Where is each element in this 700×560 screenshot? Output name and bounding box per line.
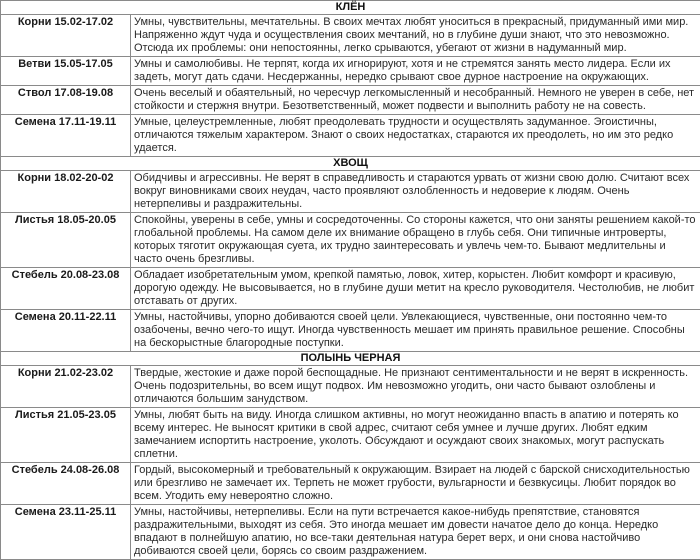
row-description: Обладает изобретательным умом, крепкой памятью, ловок, хитер, корыстен. Любит комфорт и красивую, дорогую одежду. Не высовывается, но в глубине души метит на кресло руководителя. Честолюбив, не любит отставать от других.: [131, 268, 700, 310]
section-title: КЛЁН: [1, 1, 700, 15]
row-label: Семена 17.11-19.11: [1, 115, 131, 157]
row-label: Листья 18.05-20.05: [1, 213, 131, 268]
row-label: Ветви 15.05-17.05: [1, 57, 131, 86]
row-label: Семена 23.11-25.11: [1, 505, 131, 560]
row-label: Семена 20.11-22.11: [1, 310, 131, 352]
table-row: [1, 115, 700, 157]
row-description: Очень веселый и обаятельный, но чересчур легкомысленный и несобранный. Немного не уверен в себе, нет стойкости и стержня внутри. Безответственный, может подвести и выполнить работу не на совесть.: [131, 86, 700, 115]
table-row: [1, 505, 700, 560]
row-label: Корни 15.02-17.02: [1, 15, 131, 57]
row-description: Обидчивы и агрессивны. Не верят в справедливость и стараются урвать от жизни свою долю. Считают всех вокруг виновниками своих неудач, часто проявляют озлобленность и недоверие к людям. Очень нетерпеливы и раздражительны.: [131, 171, 700, 213]
row-description: Спокойны, уверены в себе, умны и сосредоточенны. Со стороны кажется, что они заняты решением какой-то глобальной проблемы. На самом деле их внимание обращено в глубь себя. Они типичные интроверты, которых тяготит окружающая суета, их трудно заинтересовать и увлечь чем-то. Бывают медлительны и часто очень брезгливы.: [131, 213, 700, 268]
row-description: Умны, любят быть на виду. Иногда слишком активны, но могут неожиданно впасть в апатию и потерять ко всему интерес. Не выносят критики в свой адрес, считают себя умнее и лучше других. Любят едким замечанием испортить настроение, уколоть. Обсуждают и осуждают своих знакомых, могут распускать сплетни.: [131, 408, 700, 463]
row-description: Умны и самолюбивы. Не терпят, когда их игнорируют, хотя и не стремятся занять место лидера. Если их задеть, могут дать сдачи. Несдержанны, нередко срывают свое дурное настроение на окружающих.: [131, 57, 700, 86]
section-header-row: [1, 1, 700, 15]
table-row: [1, 213, 700, 268]
row-label: Стебель 20.08-23.08: [1, 268, 131, 310]
row-label: Корни 18.02-20-02: [1, 171, 131, 213]
table-row: [1, 57, 700, 86]
table-row: [1, 15, 700, 57]
table-row: [1, 171, 700, 213]
row-label: Стебель 24.08-26.08: [1, 463, 131, 505]
row-label: Ствол 17.08-19.08: [1, 86, 131, 115]
row-label: Корни 21.02-23.02: [1, 366, 131, 408]
row-description: Гордый, высокомерный и требовательный к окружающим. Взирает на людей с барской снисходительностью или брезгливо не замечает их. Терпеть не может грубости, вульгарности и безвкусицы. Любит порядок во всем. Угодить ему невероятно сложно.: [131, 463, 700, 505]
table-row: [1, 408, 700, 463]
row-description: Умны, настойчивы, упорно добиваются своей цели. Увлекающиеся, чувственные, они постоянно чем-то озабочены, вечно чего-то ищут. Иногда чувственность мешает им принять правильное решение. Способны на бескорыстные благородные поступки.: [131, 310, 700, 352]
table-row: [1, 366, 700, 408]
section-header-row: [1, 157, 700, 171]
row-label: Листья 21.05-23.05: [1, 408, 131, 463]
table-row: [1, 268, 700, 310]
row-description: Умны, чувствительны, мечтательны. В своих мечтах любят уноситься в прекрасный, придуманный ими мир. Напряженно ждут чуда и осуществления своих мечтаний, но в глубине души знают, что это невозможно. Отсюда их проблемы: они непостоянны, легко срываются, убегают от жизни в надуманный мир.: [131, 15, 700, 57]
row-description: Умны, настойчивы, нетерпеливы. Если на пути встречается какое-нибудь препятствие, становятся раздражительными, выходят из себя. Это иногда мешает им довести начатое дело до конца. Нередко впадают в полнейшую апатию, но все-таки деятельная натура берет верх, и они снова настойчиво добиваются своей цели, борясь со своим раздражением.: [131, 505, 700, 560]
section-title: ПОЛЫНЬ ЧЕРНАЯ: [1, 352, 700, 366]
table-row: [1, 310, 700, 352]
row-description: Умные, целеустремленные, любят преодолевать трудности и осуществлять задуманное. Эгоистичны, отличаются тяжелым характером. Знают о своих недостатках, стараются их преодолеть, но им это редко удается.: [131, 115, 700, 157]
section-header-row: [1, 352, 700, 366]
table-row: [1, 463, 700, 505]
row-description: Твердые, жестокие и даже порой беспощадные. Не признают сентиментальности и не верят в искренность. Очень подозрительны, во всем ищут подвох. Им невозможно угодить, они часто бывают озлоблены и отличаются большим занудством.: [131, 366, 700, 408]
table-row: [1, 86, 700, 115]
section-title: ХВОЩ: [1, 157, 700, 171]
